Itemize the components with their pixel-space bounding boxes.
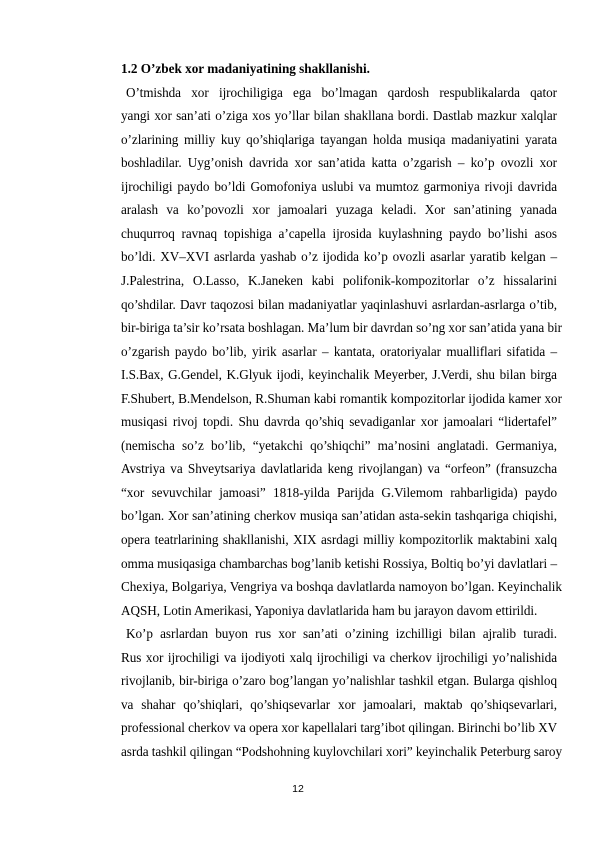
text-line: rivojlanib, bir-biriga o’zaro bog’langan yo’nalishlar tashkil etgan. Bularga qishloq	[121, 673, 557, 689]
paragraph-2	[116, 622, 562, 763]
text-line: bo’ldi. XV–XVI asrlarda yashab o’z ijodida ko’p ovozli asarlar yaratib kelgan –	[121, 249, 557, 265]
text-line: opera teatrlarining shakllanishi, XIX asrdagi milliy kompozitorlik maktabini xalq	[121, 531, 557, 547]
text-line: F.Shubert, B.Mendelson, R.Shuman kabi romantik kompozitorlar ijodida kamer xor	[121, 390, 562, 406]
text-line: asrda tashkil qilingan “Podshohning kuylovchilari xori” keyinchalik Peterburg saroy	[121, 743, 562, 759]
text-line: yangi xor san’ati o’ziga xos yo’llar bilan shakllana bordi. Dastlab mazkur xalqlar	[121, 108, 557, 124]
text-line: musiqasi rivoj topdi. Shu davrda qo’shiq sevadiganlar xor jamoalari “lidertafel”	[121, 414, 557, 430]
text-line: bo’lgan. Xor san’atining cherkov musiqa san’atidan asta-sekin tashqariga chiqishi,	[121, 508, 557, 524]
page-content	[116, 57, 562, 763]
text-line: “xor sevuvchilar jamoasi” 1818-yilda Parijda G.Vilemom rahbarligida) paydo	[121, 484, 557, 500]
text-line: qo’shdilar. Davr taqozosi bilan madaniyatlar yaqinlashuvi asrlardan-asrlarga o’tib,	[121, 296, 557, 312]
text-line: Chexiya, Bolgariya, Vengriya va boshqa davlatlarda namoyon bo’lgan. Keyinchalik	[121, 579, 562, 595]
text-line: Rus xor ijrochiligi va ijodiyoti xalq ijrochiligi va cherkov ijrochiligi yo’nalishida	[121, 649, 557, 665]
text-line: professional cherkov va opera xor kapellalari targ’ibot qilingan. Birinchi bo’lib XV	[121, 720, 558, 736]
text-line: I.S.Bax, G.Gendel, K.Glyuk ijodi, keyinchalik Meyerber, J.Verdi, shu bilan birga	[121, 367, 557, 383]
text-line: Avstriya va Shveytsariya davlatlarida keng rivojlangan) va “orfeon” (fransuzcha	[121, 461, 557, 477]
text-line: AQSH, Lotin Amerikasi, Yaponiya davlatlarida ham bu jarayon davom ettirildi.	[121, 602, 538, 618]
paragraph-1	[116, 81, 562, 623]
text-line: ijrochiligi paydo bo’ldi Gomofoniya uslubi va mumtoz garmoniya rivoji davrida	[121, 178, 557, 194]
text-line: O’tmishda xor ijrochiligiga ega bo’lmagan qardosh respublikalarda qator	[126, 84, 557, 100]
text-line: aralash va ko’povozli xor jamoalari yuzaga keladi. Xor san’atining yanada	[121, 202, 557, 218]
text-line: boshladilar. Uyg’onish davrida xor san’atida katta o’zgarish – ko’p ovozli xor	[121, 155, 557, 171]
text-line: omma musiqasiga chambarchas bog’lanib ketishi Rossiya, Boltiq bo’yi davlatlari –	[121, 555, 557, 571]
text-line: o’zgarish paydo bo’lib, yirik asarlar – kantata, oratoriyalar mualliflari sifatida –	[121, 343, 557, 359]
page-number: 12	[292, 783, 304, 795]
text-line: J.Palestrina, O.Lasso, K.Janeken kabi polifonik-kompozitorlar o’z hissalarini	[121, 272, 557, 288]
text-line: (nemischa so’z bo’lib, “yetakchi qo’shiqchi” ma’nosini anglatadi. Germaniya,	[121, 437, 557, 453]
text-line: Ko’p asrlardan buyon rus xor san’ati o’zining izchilligi bilan ajralib turadi.	[126, 626, 557, 642]
text-line: bir-biriga ta’sir ko’rsata boshlagan. Ma’lum bir davrdan so’ng xor san’atida yana bir	[121, 320, 562, 336]
section-heading: 1.2 O’zbek xor madaniyatining shakllanishi.	[121, 61, 370, 76]
text-line: chuqurroq ravnaq topishiga a’capella ijrosida kuylashning paydo bo’lishi asos	[121, 225, 557, 241]
text-line: o’zlarining milliy kuy qo’shiqlariga tayangan holda musiqa madaniyatini yarata	[121, 131, 557, 147]
text-line: va shahar qo’shiqlari, qo’shiqsevarlar xor jamoalari, maktab qo’shiqsevarlari,	[121, 696, 557, 712]
